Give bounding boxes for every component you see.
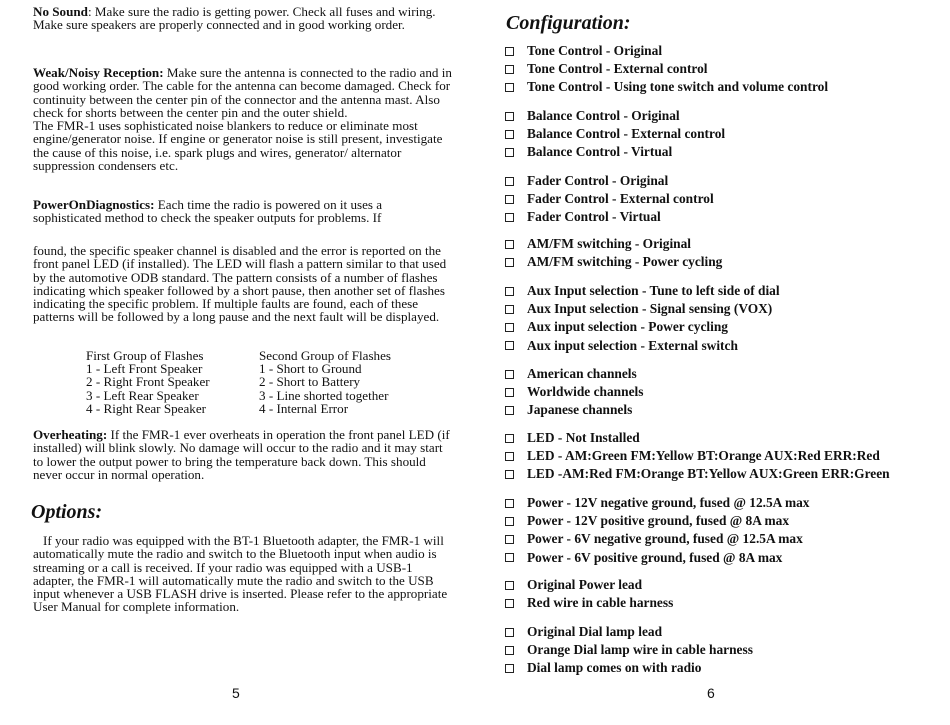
second-group-item: 3 - Line shorted together [259, 387, 389, 403]
config-option-label: American channels [527, 366, 637, 382]
second-group-item: 1 - Short to Ground [259, 361, 362, 377]
config-option[interactable] [505, 235, 722, 253]
configuration-heading: Configuration: [506, 12, 631, 34]
config-option-label: Fader Control - Original [527, 173, 669, 189]
aux-input-group [505, 282, 780, 355]
first-group-item: 4 - Right Rear Speaker [86, 400, 206, 416]
config-option-label: Tone Control - Using tone switch and volume control [527, 79, 829, 95]
config-option-label: Red wire in cable harness [527, 595, 674, 611]
config-option-label: Balance Control - Virtual [527, 144, 673, 160]
config-option[interactable] [505, 60, 828, 78]
first-group-of-flashes [86, 349, 210, 415]
checkbox-icon[interactable] [505, 452, 514, 461]
checkbox-icon[interactable] [505, 195, 514, 204]
led-group [505, 429, 890, 484]
config-option[interactable] [505, 512, 810, 530]
checkbox-icon[interactable] [505, 148, 514, 157]
page-number-left: 5 [232, 685, 240, 701]
config-option[interactable] [505, 172, 714, 190]
overheating-label: Overheating: [33, 427, 108, 442]
config-option-label: LED - AM:Green FM:Yellow BT:Orange AUX:Red ERR:Red [527, 448, 880, 464]
second-group-header: Second Group of Flashes [259, 348, 392, 363]
config-option-label: Aux input selection - Power cycling [527, 319, 728, 335]
checkbox-icon[interactable] [505, 258, 514, 267]
fader-control-group [505, 172, 714, 227]
config-option[interactable] [505, 401, 643, 419]
second-group-item: 4 - Internal Error [259, 400, 349, 416]
config-option-label: Tone Control - Original [527, 43, 663, 59]
config-option-label: Power - 12V negative ground, fused @ 12.5A max [527, 495, 810, 511]
config-option[interactable] [505, 318, 780, 336]
checkbox-icon[interactable] [505, 499, 514, 508]
config-option[interactable] [505, 383, 643, 401]
checkbox-icon[interactable] [505, 287, 514, 296]
config-option-label: Aux Input selection - Signal sensing (VOX) [527, 301, 773, 317]
channels-group [505, 365, 643, 420]
power-group [505, 494, 810, 567]
checkbox-icon[interactable] [505, 240, 514, 249]
config-option-label: LED -AM:Red FM:Orange BT:Yellow AUX:Green ERR:Green [527, 466, 890, 482]
power-on-diagnostics-text: Each time the radio is powered on it uses a sophisticated method to check the speaker outputs for problems. If [33, 197, 383, 226]
config-option[interactable] [505, 549, 810, 567]
second-group-of-flashes [259, 349, 391, 415]
config-option-label: Tone Control - External control [527, 61, 708, 77]
config-option[interactable] [505, 78, 828, 96]
config-option-label: Aux input selection - External switch [527, 337, 738, 353]
options-paragraph: If your radio was equipped with the BT-1 Bluetooth adapter, the FMR-1 will automatically mute the radio and switch to the Bluetooth input when audio is streaming or a call is received. If your radio was equipped with a USB-1 adapter, the FMR-1 will automatically mute the radio and switch to the USB input whenever a USB FLASH drive is inserted. Please refer to the appropriate User Manual for complete information. [33, 533, 448, 615]
config-option[interactable] [505, 429, 890, 447]
checkbox-icon[interactable] [505, 599, 514, 608]
weak-noisy-text: Make sure the antenna is connected to the radio and in good working order. The cable for the antenna can become damaged. Check for continuity between the center pin of the connector and the antenna mast. Also check for shorts between the center pin and the outer shield. [33, 65, 452, 120]
config-option[interactable] [505, 365, 643, 383]
power-on-diagnostics-paragraph [33, 198, 453, 225]
config-option[interactable] [505, 42, 828, 60]
no-sound-text: : Make sure the radio is getting power. Check all fuses and wiring. Make sure speakers are properly connected and in good working order. [33, 4, 436, 33]
checkbox-icon[interactable] [505, 470, 514, 479]
options-heading: Options: [31, 501, 103, 523]
checkbox-icon[interactable] [505, 553, 514, 562]
config-option[interactable] [505, 253, 722, 271]
config-option[interactable] [505, 576, 673, 594]
checkbox-icon[interactable] [505, 177, 514, 186]
first-group-item: 1 - Left Front Speaker [86, 361, 203, 377]
config-option[interactable] [505, 337, 780, 355]
config-option[interactable] [505, 659, 753, 677]
checkbox-icon[interactable] [505, 112, 514, 121]
config-option[interactable] [505, 282, 780, 300]
am-fm-switching-group [505, 235, 722, 271]
config-option[interactable] [505, 143, 725, 161]
checkbox-icon[interactable] [505, 581, 514, 590]
config-option-label: AM/FM switching - Original [527, 236, 692, 252]
first-group-header: First Group of Flashes [86, 348, 204, 363]
checkbox-icon[interactable] [505, 434, 514, 443]
config-option-label: Original Dial lamp lead [527, 624, 663, 640]
config-option-label: Balance Control - Original [527, 108, 680, 124]
config-option-label: Dial lamp comes on with radio [527, 660, 702, 676]
config-option-label: LED - Not Installed [527, 430, 640, 446]
weak-noisy-paragraph [33, 66, 453, 172]
no-sound-label: No Sound [33, 4, 88, 19]
checkbox-icon[interactable] [505, 130, 514, 139]
checkbox-icon[interactable] [505, 628, 514, 637]
found-paragraph: found, the specific speaker channel is disabled and the error is reported on the front panel LED (if installed). The LED will flash a pattern similar to that used by the automotive ODB standard. The pattern consists of a number of flashes indicating which speaker followed by a short pause, then another set of flashes indicating the specific problem. If multiple faults are found, each of these patterns will be followed by a long pause and the next fault will be displayed. [33, 243, 447, 325]
dial-lamp-group [505, 623, 753, 678]
checkbox-icon[interactable] [505, 83, 514, 92]
config-option[interactable] [505, 208, 714, 226]
config-option[interactable] [505, 494, 810, 512]
overheating-paragraph [33, 428, 453, 481]
config-option-label: Fader Control - External control [527, 191, 714, 207]
noise-blanker-text: The FMR-1 uses sophisticated noise blankers to reduce or eliminate most engine/generator noise. If engine or generator noise is still present, investigate the cause of this noise, i.e. spark plugs and wires, generator/ alternator suppression condensers etc. [33, 118, 443, 174]
checkbox-icon[interactable] [505, 388, 514, 397]
checkbox-icon[interactable] [505, 517, 514, 526]
power-on-diagnostics-label: PowerOnDiagnostics: [33, 197, 155, 212]
config-option[interactable] [505, 190, 714, 208]
config-option-label: Japanese channels [527, 402, 633, 418]
config-option[interactable] [505, 107, 725, 125]
weak-noisy-label: Weak/Noisy Reception: [33, 65, 164, 80]
checkbox-icon[interactable] [505, 47, 514, 56]
checkbox-icon[interactable] [505, 370, 514, 379]
checkbox-icon[interactable] [505, 65, 514, 74]
config-option[interactable] [505, 447, 890, 465]
checkbox-icon[interactable] [505, 341, 514, 350]
config-option-label: Aux Input selection - Tune to left side of dial [527, 283, 780, 299]
no-sound-paragraph [33, 5, 453, 32]
config-option-label: Original Power lead [527, 577, 643, 593]
config-option[interactable] [505, 300, 780, 318]
config-option[interactable] [505, 623, 753, 641]
config-option[interactable] [505, 641, 753, 659]
checkbox-icon[interactable] [505, 323, 514, 332]
checkbox-icon[interactable] [505, 406, 514, 415]
config-option-label: Power - 6V positive ground, fused @ 8A max [527, 549, 783, 565]
power-lead-group [505, 576, 673, 612]
checkbox-icon[interactable] [505, 535, 514, 544]
tone-control-group [505, 42, 828, 97]
config-option[interactable] [505, 125, 725, 143]
checkbox-icon[interactable] [505, 305, 514, 314]
overheating-text: If the FMR-1 ever overheats in operation the front panel LED (if installed) will blink slowly. No damage will occur to the radio and it may start to lower the output power to bring the temperature back down. This should never occur in normal operation. [33, 427, 450, 482]
config-option-label: Balance Control - External control [527, 126, 726, 142]
config-option[interactable] [505, 530, 810, 548]
config-option[interactable] [505, 594, 673, 612]
first-group-item: 3 - Left Rear Speaker [86, 387, 199, 403]
config-option[interactable] [505, 465, 890, 483]
checkbox-icon[interactable] [505, 646, 514, 655]
config-option-label: Orange Dial lamp wire in cable harness [527, 642, 753, 658]
config-option-label: Fader Control - Virtual [527, 209, 661, 225]
second-group-item: 2 - Short to Battery [259, 374, 361, 390]
checkbox-icon[interactable] [505, 213, 514, 222]
right-page [475, 0, 950, 725]
config-option-label: Worldwide channels [527, 384, 644, 400]
checkbox-icon[interactable] [505, 664, 514, 673]
config-option-label: AM/FM switching - Power cycling [527, 254, 723, 270]
config-option-label: Power - 12V positive ground, fused @ 8A max [527, 513, 790, 529]
config-option-label: Power - 6V negative ground, fused @ 12.5A max [527, 531, 803, 547]
first-group-item: 2 - Right Front Speaker [86, 374, 210, 390]
balance-control-group [505, 107, 725, 162]
page-number-right: 6 [707, 685, 715, 701]
